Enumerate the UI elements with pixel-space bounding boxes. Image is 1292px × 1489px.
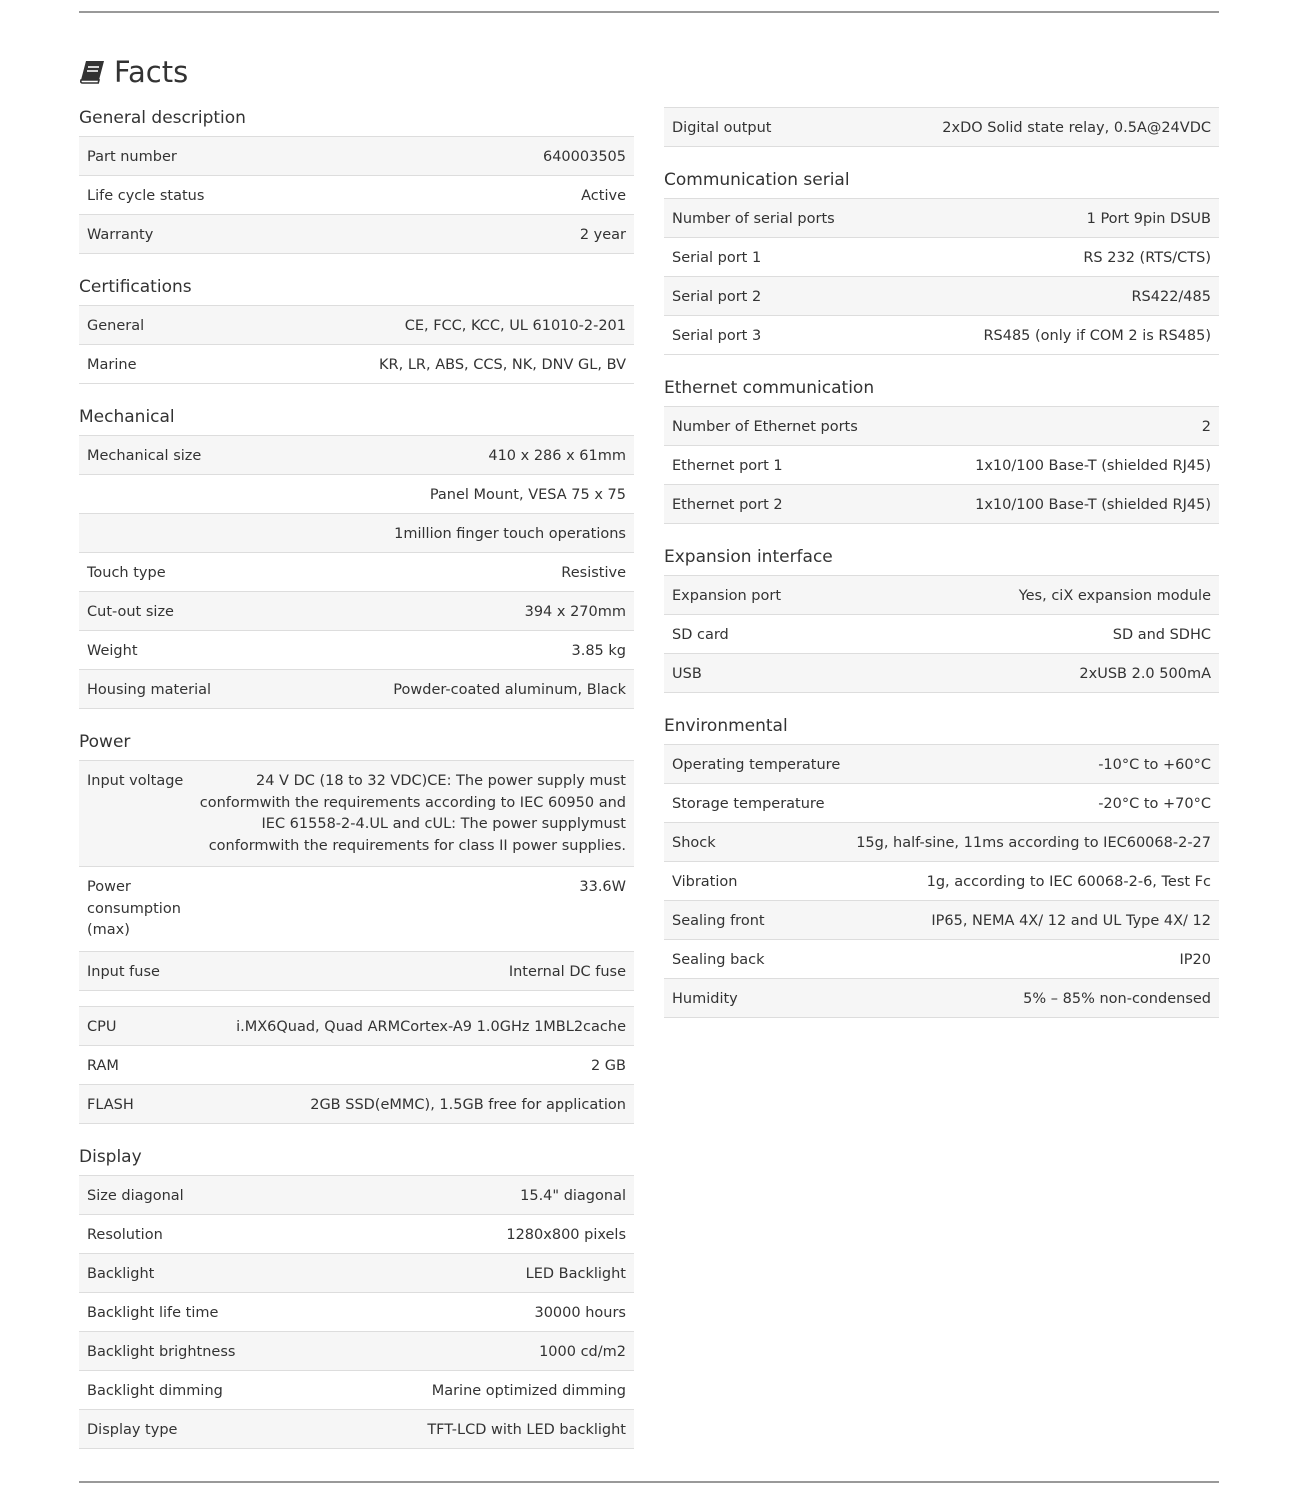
section-mechanical [79, 399, 634, 709]
section-heading: Communication serial [664, 170, 850, 190]
row-label: Weight [87, 643, 138, 659]
facts-table [79, 760, 634, 991]
section-communication-serial [664, 162, 1219, 355]
row-label: Cut-out size [87, 604, 174, 620]
table-row [79, 952, 634, 991]
row-value: 1g, according to IEC 60068-2-6, Test Fc [926, 874, 1211, 890]
row-value: 2 GB [590, 1057, 626, 1074]
section-environmental [664, 708, 1219, 1018]
row-value: 30000 hours [534, 1304, 626, 1321]
table-row [79, 592, 634, 631]
row-value: IP20 [1179, 952, 1211, 968]
facts-table [664, 107, 1219, 147]
row-value: 2GB SSD(eMMC), 1.5GB free for application [310, 1096, 626, 1113]
row-label: Mechanical size [87, 448, 202, 464]
row-value: Marine optimized dimming [431, 1382, 626, 1399]
row-label: Marine [87, 357, 137, 373]
row-value: 1 Port 9pin DSUB [1086, 211, 1211, 227]
row-label: Number of Ethernet ports [672, 419, 858, 435]
row-value: -20°C to +70°C [1098, 796, 1211, 812]
table-row [79, 1007, 634, 1046]
facts-header [79, 52, 188, 92]
row-value: 15.4" diagonal [520, 1187, 626, 1204]
facts-table [664, 406, 1219, 524]
table-row [664, 407, 1219, 446]
row-label: Housing material [87, 682, 212, 698]
row-label: Part number [87, 149, 177, 165]
row-value: 1000 cd/m2 [539, 1343, 626, 1360]
row-label: Backlight dimming [87, 1382, 223, 1399]
table-row [79, 306, 634, 345]
table-row [664, 277, 1219, 316]
table-row [79, 345, 634, 384]
row-value: LED Backlight [525, 1265, 626, 1282]
table-row [664, 615, 1219, 654]
row-label: Input fuse [87, 963, 160, 980]
row-value: 15g, half-sine, 11ms according to IEC60068-2-27 [856, 835, 1211, 851]
row-value: -10°C to +60°C [1098, 757, 1211, 773]
row-value: 33.6W [579, 879, 626, 895]
row-value: 2xDO Solid state relay, 0.5A@24VDC [942, 120, 1211, 136]
table-row [664, 576, 1219, 615]
row-label: Power consumption (max) [87, 879, 181, 938]
section-power [79, 724, 634, 991]
table-row [79, 1176, 634, 1215]
row-label: General [87, 318, 145, 334]
row-label: Ethernet port 1 [672, 458, 783, 474]
facts-left-column [79, 100, 634, 1464]
row-label: Ethernet port 2 [672, 497, 783, 513]
section-certifications [79, 269, 634, 384]
row-value: Active [581, 188, 626, 204]
row-label: Touch type [87, 565, 166, 581]
table-row [79, 1215, 634, 1254]
table-row [664, 784, 1219, 823]
table-row [664, 979, 1219, 1018]
row-label: RAM [87, 1057, 119, 1074]
row-value: TFT-LCD with LED backlight [427, 1421, 626, 1438]
section-ethernet-communication [664, 370, 1219, 524]
row-value: 640003505 [542, 149, 626, 165]
section-heading: Certifications [79, 277, 192, 297]
row-label: Backlight life time [87, 1304, 219, 1321]
table-row [664, 654, 1219, 693]
table-row [664, 199, 1219, 238]
facts-table [664, 744, 1219, 1018]
row-label: Digital output [672, 120, 772, 136]
section-heading: Expansion interface [664, 547, 833, 567]
table-row [664, 446, 1219, 485]
table-row [79, 514, 634, 553]
row-value: 2xUSB 2.0 500mA [1079, 666, 1211, 682]
facts-table [79, 435, 634, 709]
row-value: 1x10/100 Base-T (shielded RJ45) [975, 497, 1211, 513]
row-label: Size diagonal [87, 1187, 184, 1204]
table-row [79, 436, 634, 475]
section-heading: General description [79, 108, 246, 128]
row-value: SD and SDHC [1112, 627, 1211, 643]
row-value: 394 x 270mm [524, 604, 626, 620]
row-label: Operating temperature [672, 757, 841, 773]
table-row [664, 108, 1219, 147]
row-label: Sealing front [672, 913, 765, 929]
section-heading: Display [79, 1146, 142, 1167]
row-label: Vibration [672, 874, 738, 890]
section-digital-io [664, 107, 1219, 147]
facts-table [79, 305, 634, 384]
facts-right-column [664, 107, 1219, 1033]
table-row [79, 1410, 634, 1449]
row-value: 2 year [579, 227, 626, 243]
table-row [664, 485, 1219, 524]
row-label: Number of serial ports [672, 211, 835, 227]
row-value: 24 V DC (18 to 32 VDC)CE: The power supply must conformwith the requirements according to IEC 60950 and IEC 61558-2-4.UL and cUL: The power supplymust conformwith the requirements for class II power supplies. [199, 773, 626, 854]
row-label: Warranty [87, 227, 154, 243]
table-row [79, 761, 634, 867]
table-row [79, 176, 634, 215]
row-label: Storage temperature [672, 796, 825, 812]
table-row [79, 553, 634, 592]
section-display [79, 1139, 634, 1449]
row-label: Backlight brightness [87, 1343, 236, 1360]
row-value: CE, FCC, KCC, UL 61010-2-201 [404, 318, 626, 334]
row-label: SD card [672, 627, 729, 643]
facts-table [79, 136, 634, 254]
section-heading: Environmental [664, 716, 788, 736]
row-value: 1x10/100 Base-T (shielded RJ45) [975, 458, 1211, 474]
row-value: i.MX6Quad, Quad ARMCortex-A9 1.0GHz 1MBL2cache [236, 1018, 626, 1035]
row-value: 2 [1201, 419, 1211, 435]
table-row [79, 1085, 634, 1124]
section-heading: Power [79, 732, 131, 752]
row-value: 3.85 kg [571, 643, 626, 659]
table-row [664, 940, 1219, 979]
facts-table [664, 575, 1219, 693]
facts-table [79, 1006, 634, 1124]
row-value: 1280x800 pixels [506, 1226, 626, 1243]
row-label: Sealing back [672, 952, 765, 968]
table-row [664, 901, 1219, 940]
table-row [664, 745, 1219, 784]
row-value: RS485 (only if COM 2 is RS485) [983, 328, 1211, 344]
table-row [79, 1254, 634, 1293]
row-value: 1million finger touch operations [394, 526, 626, 542]
row-value: Resistive [561, 565, 626, 581]
table-row [664, 316, 1219, 355]
row-value: 5% – 85% non-condensed [1023, 991, 1211, 1007]
row-label: Serial port 3 [672, 328, 762, 344]
row-label: Input voltage [87, 773, 184, 789]
row-label: Resolution [87, 1226, 163, 1243]
row-label: USB [672, 666, 702, 682]
row-label: Life cycle status [87, 188, 205, 204]
row-label: Humidity [672, 991, 738, 1007]
table-row [664, 238, 1219, 277]
table-row [79, 137, 634, 176]
table-row [79, 215, 634, 254]
row-value: Powder-coated aluminum, Black [393, 682, 626, 698]
section-heading: Ethernet communication [664, 378, 875, 398]
row-value: RS422/485 [1131, 289, 1211, 305]
row-label: Display type [87, 1421, 178, 1438]
facts-table [664, 198, 1219, 355]
table-row [79, 670, 634, 709]
row-value: Yes, ciX expansion module [1018, 588, 1211, 604]
section-processor [79, 1006, 634, 1124]
section-heading: Mechanical [79, 407, 175, 427]
book-icon [79, 59, 105, 85]
section-expansion-interface [664, 539, 1219, 693]
row-label: Expansion port [672, 588, 781, 604]
table-row [79, 1046, 634, 1085]
table-row [79, 631, 634, 670]
table-row [79, 1293, 634, 1332]
facts-table [79, 1175, 634, 1449]
row-value: 410 x 286 x 61mm [488, 448, 626, 464]
row-label: FLASH [87, 1096, 134, 1113]
table-row [79, 1332, 634, 1371]
row-value: IP65, NEMA 4X/ 12 and UL Type 4X/ 12 [931, 913, 1211, 929]
table-row [664, 823, 1219, 862]
row-label: CPU [87, 1018, 117, 1035]
table-row [79, 867, 634, 952]
section-general-description [79, 100, 634, 254]
row-value: RS 232 (RTS/CTS) [1083, 250, 1211, 266]
row-value: Internal DC fuse [508, 963, 626, 980]
row-label: Shock [672, 835, 716, 851]
row-label: Backlight [87, 1265, 155, 1282]
table-row [79, 1371, 634, 1410]
bottom-divider [79, 1481, 1219, 1483]
row-label: Serial port 2 [672, 289, 762, 305]
top-divider [79, 11, 1219, 13]
row-label: Serial port 1 [672, 250, 762, 266]
page-title: Facts [114, 55, 189, 89]
table-row [664, 862, 1219, 901]
row-value: KR, LR, ABS, CCS, NK, DNV GL, BV [379, 357, 626, 373]
table-row [79, 475, 634, 514]
row-value: Panel Mount, VESA 75 x 75 [429, 487, 626, 503]
